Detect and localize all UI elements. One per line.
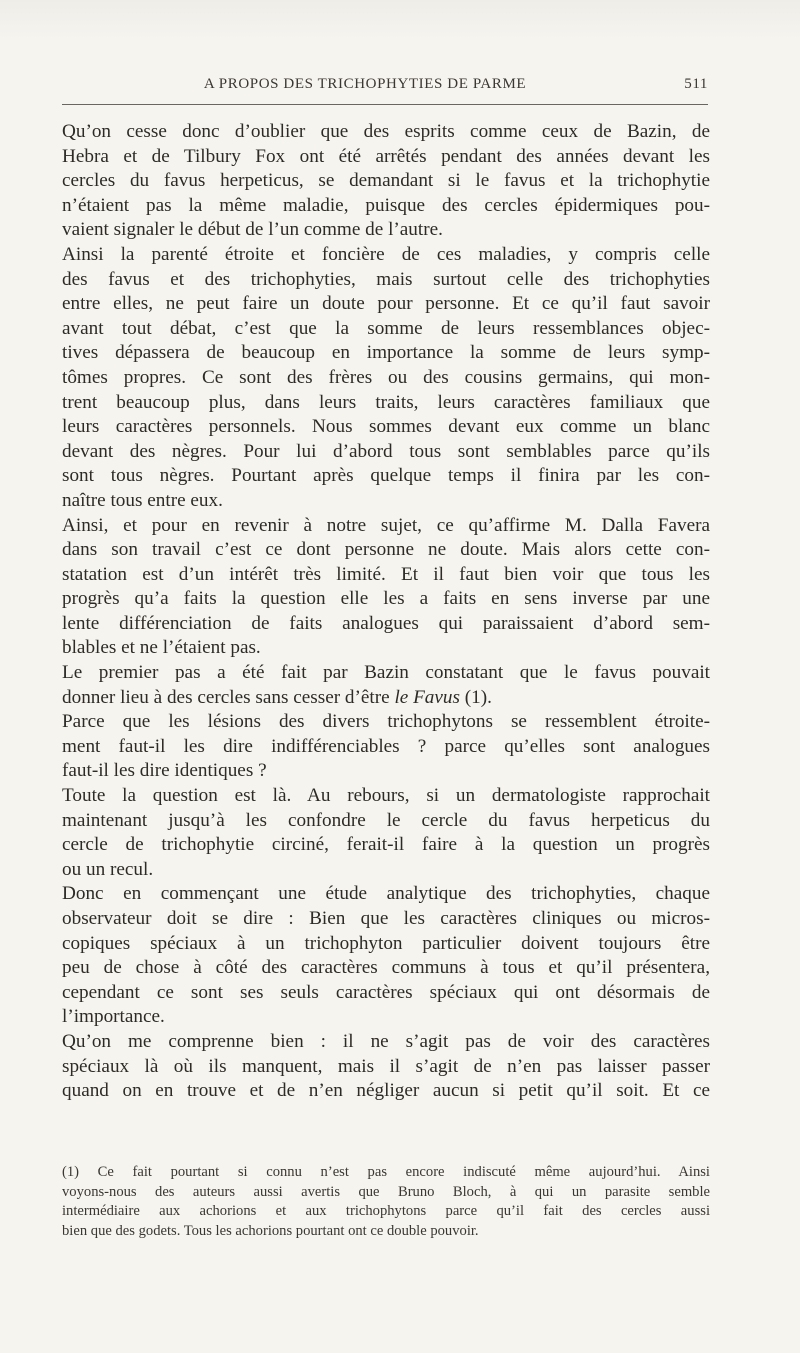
text-line: dans son travail c’est ce dont personne ne doute. Mais alors cette con- [62,539,710,561]
running-title: A PROPOS DES TRICHOPHYTIES DE PARME [203,76,527,92]
text-line: devant des nègres. Pour lui d’abord tous sont semblables parce qu’ils [62,440,710,462]
text-line: Hebra et de Tilbury Fox ont été arrêtés pendant des années devant les [62,145,710,167]
body-text [62,120,710,1104]
text-line: des favus et des trichophyties, mais surtout celle des trichophyties [62,268,710,290]
text-line: copiques spéciaux à un trichophyton particulier doivent toujours être [62,932,710,954]
text-line: tives dépassera de beaucoup en importance la somme de leurs symp- [62,342,710,364]
text-line: Donc en commençant une étude analytique des trichophyties, chaque [62,883,710,905]
text-line: Parce que les lésions des divers trichophytons se ressemblent étroite- [62,711,710,733]
footnote-line: (1) Ce fait pourtant si connu n’est pas encore indiscuté même aujourd’hui. Ainsi [62,1164,710,1180]
header-rule [62,104,708,105]
text-line: lente différenciation de faits analogues qui paraissaient d’abord sem- [62,612,710,634]
text-line: Qu’on me comprenne bien : il ne s’agit pas de voir des caractères [62,1030,710,1052]
footnote [62,1163,710,1241]
text-line: naître tous entre eux. [62,489,223,511]
paragraph-1 [62,120,710,243]
text-line: quand on en trouve et de n’en négliger aucun si petit qu’il soit. Et ce [62,1080,710,1102]
text-line: Ainsi la parenté étroite et foncière de ces maladies, y compris celle [62,243,710,265]
text-line: sont tous nègres. Pourtant après quelque temps il finira par les con- [62,465,710,487]
text-line: ment faut-il les dire indifférenciables ? parce qu’elles sont analogues [62,735,710,757]
text-line-with-italic [62,686,710,711]
text-segment: donner lieu à des cercles sans cesser d’être [62,686,395,708]
text-line: cependant ce sont ses seuls caractères spéciaux qui ont désormais de [62,981,710,1003]
text-line: Toute la question est là. Au rebours, si un dermatologiste rapprochait [62,785,710,807]
text-line: tômes propres. Ce sont des frères ou des cousins germains, qui mon- [62,366,710,388]
text-line: Ainsi, et pour en revenir à notre sujet, ce qu’affirme M. Dalla Favera [62,514,710,536]
text-line: blables et ne l’étaient pas. [62,637,261,659]
text-line: progrès qu’a faits la question elle les a faits en sens inverse par une [62,588,710,610]
text-line: cercle de trichophytie circiné, ferait-il faire à la question un progrès [62,834,710,856]
paragraph-7 [62,882,710,1030]
text-line: cercles du favus herpeticus, se demandant si le favus et la trichophytie [62,170,710,192]
footnote-line: bien que des godets. Tous les achorions pourtant ont ce double pouvoir. [62,1222,479,1239]
text-line: trent beaucoup plus, dans leurs traits, leurs caractères familiaux que [62,391,710,413]
paragraph-5 [62,710,710,784]
paragraph-4 [62,661,710,710]
text-line: observateur doit se dire : Bien que les caractères cliniques ou micros- [62,908,710,929]
paragraph-6 [62,784,710,882]
text-line: vaient signaler le début de l’un comme de l’autre. [62,219,443,241]
page-number: 511 [684,76,708,92]
text-line: peu de chose à côté des caractères communs à tous et qu’il présentera, [62,957,710,979]
text-line: avant tout débat, c’est que la somme de leurs ressemblances objec- [62,317,710,339]
text-line: ou un recul. [62,858,154,880]
running-head [62,76,708,100]
text-line: l’importance. [62,1006,165,1028]
text-line: statation est d’un intérêt très limité. Et il faut bien voir que tous les [62,563,710,585]
text-line: faut-il les dire identiques ? [62,760,267,782]
footnote-line: intermédiaire aux achorions et aux trichophytons parce qu’il fait des cercles aussi [62,1203,710,1220]
text-line: maintenant jusqu’à les confondre le cercle du favus herpeticus du [62,809,710,831]
text-line: spéciaux là où ils manquent, mais il s’agit de n’en pas laisser passer [62,1055,710,1077]
footnote-reference: (1). [459,686,492,708]
italic-text: le Favus [394,686,460,708]
text-line: leurs caractères personnels. Nous sommes devant eux comme un blanc [62,416,710,438]
paragraph-3 [62,514,710,662]
footnote-line: voyons-nous des auteurs aussi avertis que Bruno Bloch, à qui un parasite semble [62,1183,710,1200]
paragraph-8 [62,1030,710,1104]
text-line: entre elles, ne peut faire un doute pour personne. Et ce qu’il faut savoir [62,293,710,315]
text-line: n’étaient pas la même maladie, puisque des cercles épidermiques pou- [62,194,710,216]
text-line: Qu’on cesse donc d’oublier que des esprits comme ceux de Bazin, de [62,121,710,142]
paragraph-2 [62,243,710,514]
text-line: Le premier pas a été fait par Bazin constatant que le favus pouvait [62,662,710,684]
